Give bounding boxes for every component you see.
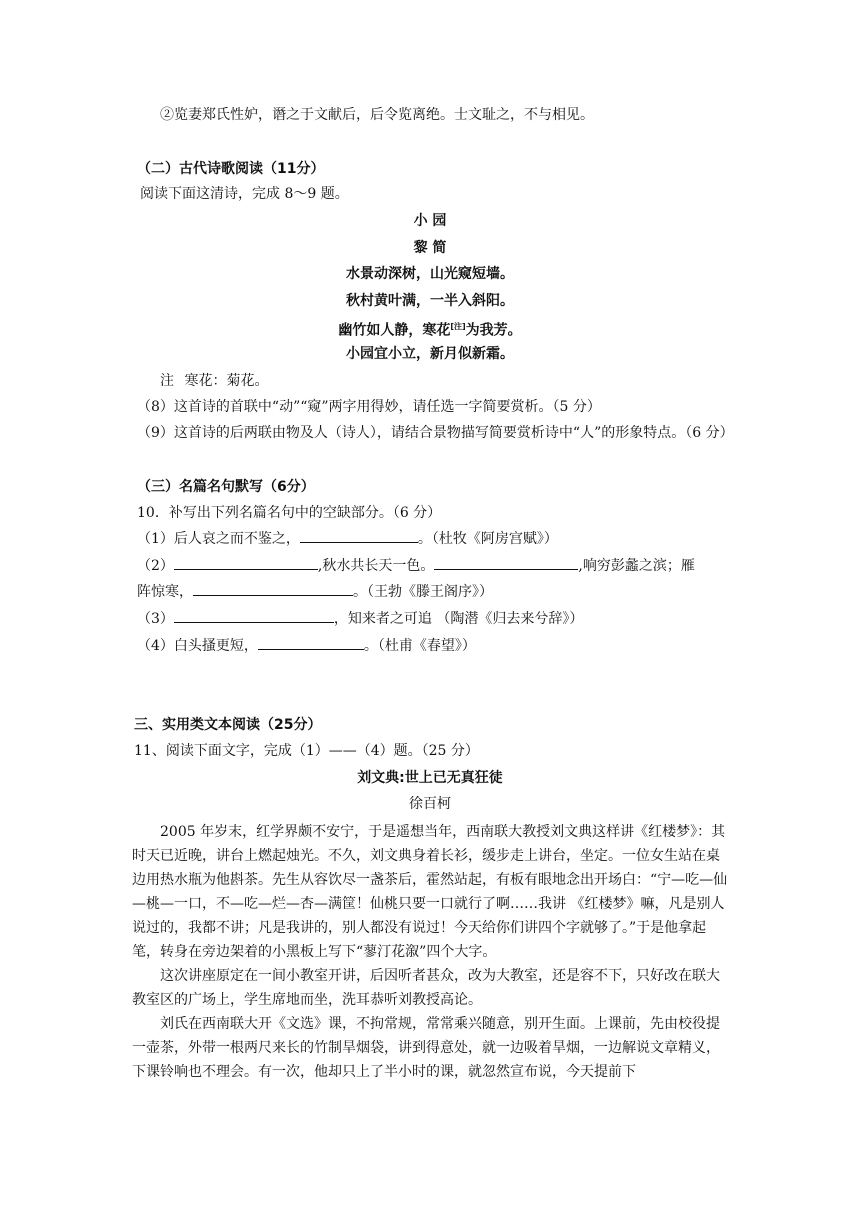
- article-author: 徐百柯: [409, 796, 451, 812]
- article-title: 刘文典:世上已无真狂徒: [357, 770, 503, 786]
- dictation-item-1: （1）后人哀之而不鉴之， 。（杜牧《阿房宫赋》）: [137, 531, 558, 547]
- section-heading-dictation: （三）名篇名句默写（6分）: [137, 479, 315, 495]
- dictation-item-2-cont: 阵惊寒， 。（王勃《滕王阁序》）: [137, 584, 493, 600]
- question-10: 10．补写出下列名篇名句中的空缺部分。（6 分）: [137, 505, 442, 521]
- poetry-instructions: 阅读下面这清诗，完成 8～9 题。: [140, 186, 349, 202]
- blank-2b[interactable]: [434, 557, 578, 570]
- section-heading-poetry: （二）古代诗歌阅读（11分）: [137, 161, 325, 177]
- paragraph-2: 这次讲座原定在一间小教室开讲，后因听者甚众，改为大教室，还是容不下，只好改在联大教室区的广场上，学生席地而坐，洗耳恭听刘教授高论。: [132, 968, 720, 1008]
- paragraph-3: 刘氏在西南联大开《文选》课，不拘常规，常常乘兴随意，别开生面。上课前，先由校役提一壶茶，外带一根两尺来长的竹制旱烟袋，讲到得意处，就一边吸着旱烟，一边解说文章精义，下课铃响也不理会。有一次，他却只上了半小时的课，就忽然宣布说，今天提前下: [132, 1016, 720, 1080]
- blank-2a[interactable]: [174, 557, 318, 570]
- poem-line-2: 秋村黄叶满，一半入斜阳。: [346, 293, 514, 309]
- blank-2c[interactable]: [193, 583, 353, 596]
- article-body: [132, 820, 730, 1084]
- question-9: （9）这首诗的后两联由物及人（诗人），请结合景物描写简要赏析诗中“人”的形象特点。（6 分）: [137, 425, 734, 441]
- part-heading-practical: 三、实用类文本阅读（25分）: [134, 717, 322, 733]
- paragraph-1: 2005 年岁末，红学界颇不安宁，于是遥想当年，西南联大教授刘文典这样讲《红楼梦》：其时天已近晚，讲台上燃起烛光。不久，刘文典身着长衫，缓步走上讲台，坐定。一位女生站在桌边用热水瓶为他斟茶。先生从容饮尽一盏茶后，霍然站起，有板有眼地念出开场白：“宁—吃—仙—桃—一口，不—吃—烂—杏—满筐！仙桃只要一口就行了啊……我讲 《红楼梦》嘛，凡是别人说过的，我都不讲；凡是我讲的，别人都没有说过！今天给你们讲四个字就够了。”于是他拿起笔，转身在旁边架着的小黑板上写下“蓼汀花溆”四个大字。: [132, 824, 728, 960]
- poem-note: 注 寒花：菊花。: [160, 373, 269, 389]
- blank-1[interactable]: [300, 530, 418, 543]
- poem-line-1: 水景动深树，山光窥短墙。: [346, 266, 514, 282]
- footnote-mark: [注]: [450, 322, 466, 331]
- blank-3[interactable]: [174, 610, 334, 623]
- poem-line-3: 幽竹如人静，寒花[注]为我芳。: [338, 322, 522, 339]
- dictation-item-2: （2） ,秋水共长天一色。 ,响穷彭蠡之滨；雁: [137, 558, 695, 574]
- footnote-2: ②览妻郑氏性妒，谮之于文献后，后令览离绝。士文耻之，不与相见。: [160, 107, 594, 123]
- blank-4[interactable]: [258, 637, 364, 650]
- question-11: 11、阅读下面文字，完成（1）——（4）题。（25 分）: [134, 743, 479, 759]
- poem-author: 黎 简: [413, 240, 447, 256]
- dictation-item-3: （3） ，知来者之可追 （陶潜《归去来兮辞》）: [137, 611, 584, 627]
- dictation-item-4: （4）白头搔更短， 。（杜甫《春望》）: [137, 638, 476, 654]
- question-8: （8）这首诗的首联中“动”“窥”两字用得妙，请任选一字简要赏析。（5 分）: [137, 399, 601, 415]
- poem-title: 小 园: [413, 213, 447, 229]
- poem-line-4: 小园宜小立，新月似新霜。: [346, 346, 514, 362]
